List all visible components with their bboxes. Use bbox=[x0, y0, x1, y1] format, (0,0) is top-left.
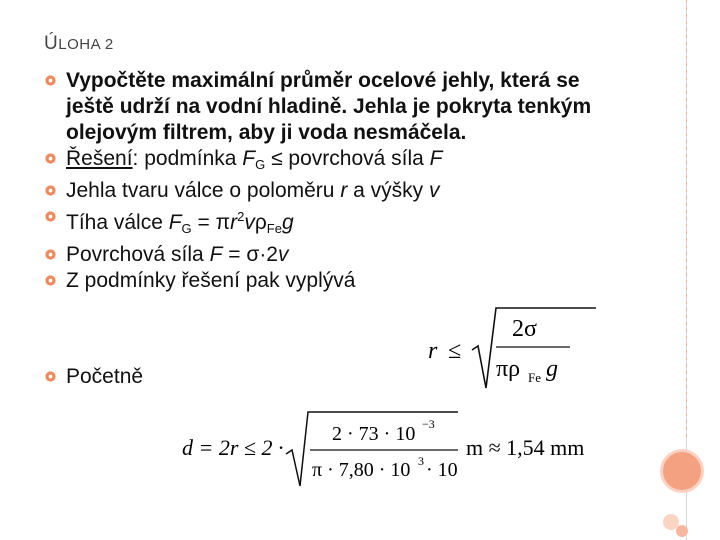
f1-den-fe: Fe bbox=[528, 370, 541, 385]
f2-result: m ≈ 1,54 mm bbox=[466, 435, 585, 460]
weight-sup-2: 2 bbox=[237, 209, 245, 224]
f2-denominator: π · 7,80 · 10 bbox=[312, 459, 411, 481]
f1-leq: ≤ bbox=[448, 338, 462, 364]
surface-text-3: ·2 bbox=[259, 243, 278, 266]
bullet-cog-icon bbox=[44, 274, 57, 287]
bullet-cog-icon bbox=[44, 184, 57, 197]
cylinder-text-2: a výšky bbox=[347, 179, 429, 202]
numeric-formula bbox=[182, 408, 602, 488]
radius-formula bbox=[428, 302, 598, 394]
bullet-cog-icon bbox=[44, 152, 57, 165]
bullet-task bbox=[44, 68, 604, 146]
title-rest: LOHA 2 bbox=[58, 36, 114, 53]
weight-sub-fe: Fe bbox=[266, 221, 282, 236]
f1-den-pi-rho: πρ bbox=[496, 356, 521, 382]
surface-text-2: = bbox=[222, 243, 247, 266]
weight-var-f: F bbox=[168, 211, 182, 234]
cylinder-text-1: Jehla tvaru válce o poloměru bbox=[66, 179, 341, 202]
task-text: Vypočtěte maximální průměr ocelové jehly, která se ještě udrží na vodní hladině. Jehla je pokryta tenkým olejovým filtrem, aby ji voda nesmáčela. bbox=[66, 69, 592, 144]
solution-label: Řešení bbox=[66, 147, 133, 170]
weight-text-1: Tíha válce bbox=[66, 211, 169, 234]
slide-title bbox=[44, 33, 114, 55]
bullet-condition bbox=[44, 268, 604, 294]
f2-lhs: d = 2r ≤ 2 · bbox=[182, 435, 284, 460]
decorative-circle-large bbox=[660, 449, 704, 493]
bullet-cylinder bbox=[44, 178, 604, 204]
weight-var-v: v bbox=[244, 211, 255, 234]
surface-text-1: Povrchová síla bbox=[66, 243, 210, 266]
solution-text-1: : podmínka bbox=[132, 147, 243, 170]
rail-dotted-line bbox=[686, 0, 687, 440]
f2-den-exponent: 3 bbox=[418, 454, 424, 468]
solution-text-2: ≤ povrchová síla bbox=[265, 147, 430, 170]
surface-var-v: v bbox=[278, 243, 289, 266]
bullet-cog-icon bbox=[44, 210, 57, 223]
decorative-circle-tiny bbox=[676, 525, 688, 537]
bullet-cog-icon bbox=[44, 248, 57, 261]
condition-text: Z podmínky řešení pak vyplývá bbox=[66, 269, 356, 292]
f1-numerator: 2σ bbox=[512, 316, 537, 342]
weight-var-g: g bbox=[281, 211, 294, 234]
f2-numerator: 2 · 73 · 10 bbox=[332, 423, 416, 445]
weight-var-r: r bbox=[230, 211, 238, 234]
bullet-solution bbox=[44, 146, 604, 178]
f1-lhs: r bbox=[428, 338, 438, 364]
weight-sub-g: G bbox=[181, 221, 192, 236]
cylinder-var-v: v bbox=[429, 179, 440, 202]
solution-var-f2: F bbox=[429, 147, 443, 170]
weight-text-2: = π bbox=[191, 211, 231, 234]
solution-var-f: F bbox=[242, 147, 256, 170]
surface-var-f: F bbox=[209, 243, 223, 266]
bullet-cog-icon bbox=[44, 74, 57, 87]
cylinder-var-r: r bbox=[340, 179, 348, 202]
bullet-surface-force bbox=[44, 242, 604, 268]
f1-den-g: g bbox=[546, 356, 558, 382]
surface-sigma: σ bbox=[246, 243, 260, 266]
title-initial: Ú bbox=[44, 33, 59, 54]
numeric-text: Početně bbox=[66, 365, 144, 388]
bullet-cog-icon bbox=[44, 370, 57, 383]
weight-rho: ρ bbox=[254, 211, 267, 234]
solution-sub-g: G bbox=[255, 157, 266, 172]
f2-num-exponent: −3 bbox=[422, 417, 435, 431]
bullet-weight bbox=[44, 204, 604, 242]
f2-den-tail: · 10 bbox=[426, 459, 458, 481]
